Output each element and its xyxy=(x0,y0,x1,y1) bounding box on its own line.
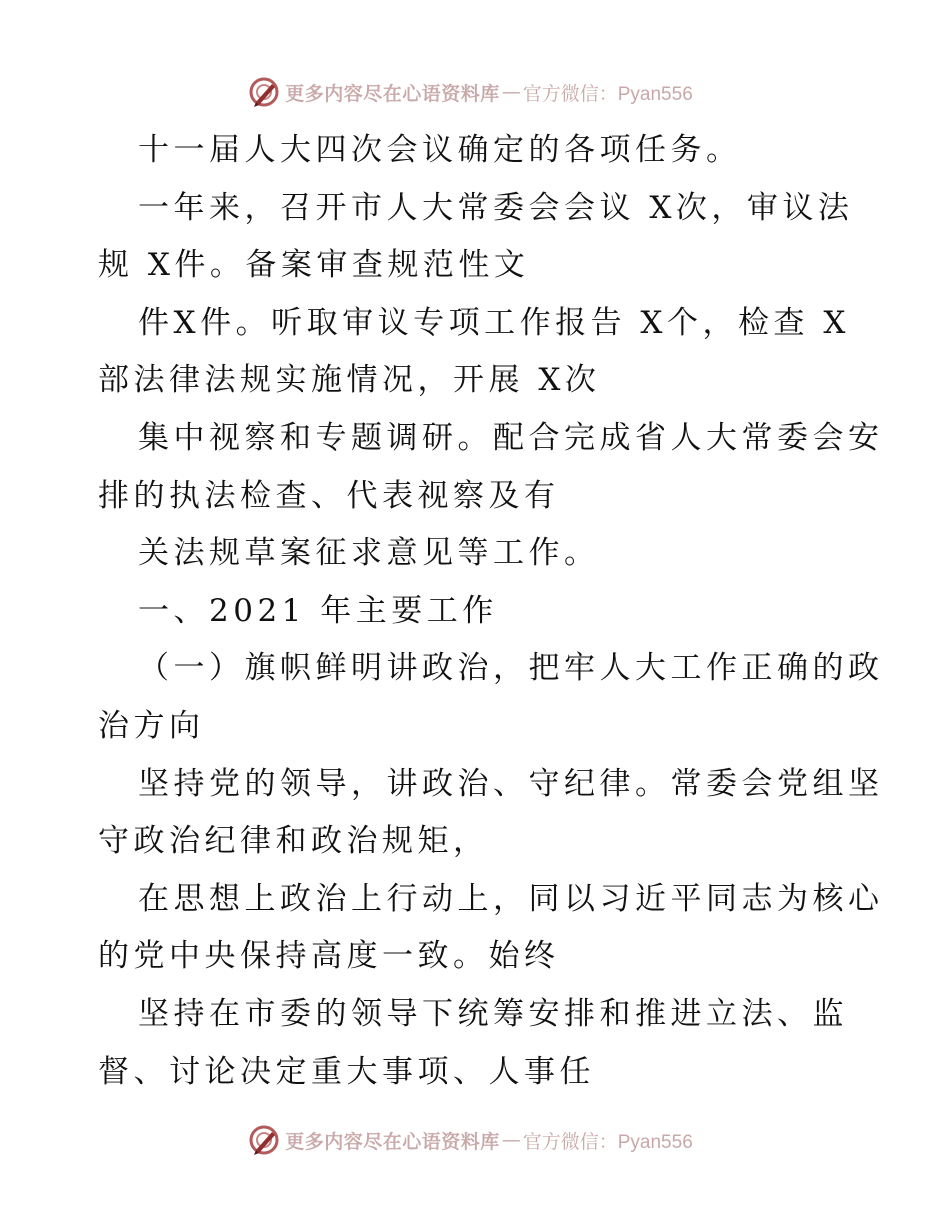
text-line: （一）旗帜鲜明讲政治，把牢人大工作正确的政 xyxy=(138,650,884,687)
text-line: 一年来，召开市人大常委会会议 X次，审议法 xyxy=(138,189,854,226)
document-body xyxy=(98,122,884,1101)
text-line: 关法规草案征求意见等工作。 xyxy=(138,535,600,572)
text-line: 一、2021 年主要工作 xyxy=(138,592,498,629)
header-watermark xyxy=(0,72,950,112)
watermark-text: 更多内容尽在心语资料库 xyxy=(285,82,500,105)
text-line: 部法律法规实施情况，开展 X次 xyxy=(98,362,601,399)
watermark-group xyxy=(247,1123,693,1157)
text-line: 治方向 xyxy=(98,707,205,744)
watermark-text: 更多内容尽在心语资料库 xyxy=(285,1130,500,1153)
text-line: 集中视察和专题调研。配合完成省人大常委会安 xyxy=(138,419,884,456)
text-line: 督、讨论决定重大事项、人事任 xyxy=(98,1053,595,1090)
watermark-separator: — xyxy=(501,1129,521,1151)
text-line: 在思想上政治上行动上，同以习近平同志为核心 xyxy=(138,880,884,917)
watermark-account: 官方微信：Pyan556 xyxy=(522,83,693,105)
text-line: 排的执法检查、代表视察及有 xyxy=(98,477,560,514)
watermark-account: 官方微信：Pyan556 xyxy=(522,1131,693,1153)
text-line: 十一届人大四次会议确定的各项任务。 xyxy=(138,132,742,168)
text-line: 规 X件。备案审查规范性文 xyxy=(98,247,530,284)
text-line: 守政治纪律和政治规矩， xyxy=(98,823,489,860)
watermark-separator: — xyxy=(501,81,521,103)
pen-logo-icon xyxy=(247,75,281,109)
watermark-group xyxy=(247,75,693,109)
pen-logo-icon xyxy=(247,1123,281,1157)
text-line: 的党中央保持高度一致。始终 xyxy=(98,938,560,975)
text-line: 件X件。听取审议专项工作报告 X个，检查 X xyxy=(138,304,850,341)
footer-watermark xyxy=(0,1120,950,1160)
text-line: 坚持党的领导，讲政治、守纪律。常委会党组坚 xyxy=(138,765,884,802)
text-line: 坚持在市委的领导下统筹安排和推进立法、监 xyxy=(138,995,848,1032)
